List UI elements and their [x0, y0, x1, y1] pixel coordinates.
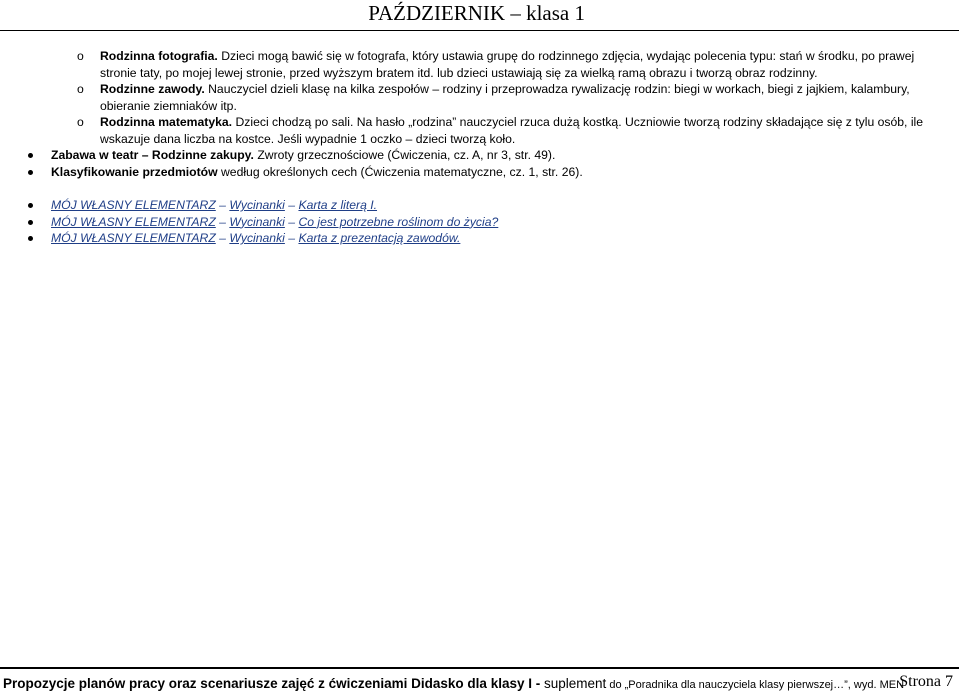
resource-category: Wycinanki — [229, 231, 285, 245]
resource-title: Karta z literą I. — [298, 198, 378, 212]
resource-title: Co jest potrzebne roślinom do życia? — [298, 214, 499, 229]
resource-label: MÓJ WŁASNY ELEMENTARZ — [51, 231, 216, 245]
footer-reference: „Poradnika dla nauczyciela klasy pierwszej…”, wyd. MEN — [624, 679, 905, 691]
footer-do: do — [606, 679, 625, 691]
item-text: Dzieci mogą bawić się w fotografa, który ustawia grupę do rodzinnego zdjęcia, wydając polecenia typu: stań w środku, po prawej stronie taty, po mojej lewej stronie, przed wyższym bratem itd. lub dzieci ustawiają się za wielką ramą obrazu i tworzą obraz rodzinny. — [100, 49, 915, 80]
item-heading: Klasyfikowanie przedmiotów — [51, 164, 218, 179]
bullet-dot-icon — [28, 236, 33, 241]
item-text: według określonych cech (Ćwiczenia matematyczne, cz. 1, str. 26). — [217, 164, 583, 179]
page-header — [0, 0, 959, 31]
footer-dash: - — [531, 676, 544, 691]
resource-link-co-jest-potrzebne[interactable] — [0, 214, 959, 231]
bullet-dot-icon — [28, 153, 33, 158]
item-text: Dzieci chodzą po sali. Na hasło „rodzina” nauczyciel rzuca dużą kostką. Uczniowie tworzą rodziny składające się z tylu osób, ile wskazuje dana liczba na kostce. Jeśli wypadnie 1 oczko – dzieci tworzą koło. — [100, 115, 924, 146]
resource-category: Wycinanki — [229, 198, 285, 212]
list-item-rodzinne-zawody — [0, 81, 959, 114]
list-item-rodzinna-fotografia — [0, 48, 959, 81]
page-footer — [0, 667, 959, 695]
item-heading: Rodzinna fotografia. — [100, 49, 218, 63]
resource-separator: – — [284, 198, 299, 212]
bullet-dot-icon — [28, 170, 33, 175]
resource-title: Karta z prezentacją zawodów. — [298, 231, 461, 245]
footer-title: Propozycje planów pracy oraz scenariusze zajęć z ćwiczeniami Didasko dla klasy I — [3, 676, 532, 691]
page-title: PAŹDZIERNIK – klasa 1 — [368, 1, 585, 25]
item-heading: Rodzinne zawody. — [100, 82, 205, 96]
resource-link-karta-zawodow[interactable] — [0, 230, 959, 247]
resource-separator: – — [284, 231, 299, 245]
sub-bullet-marker: o — [77, 82, 84, 96]
sub-bullet-marker: o — [77, 115, 84, 129]
resource-link-karta-z-litera[interactable] — [0, 197, 959, 214]
resource-separator: – — [215, 231, 230, 245]
item-heading: Zabawa w teatr – Rodzinne zakupy. — [51, 148, 254, 162]
bullet-dot-icon — [28, 203, 33, 208]
footer-suplement: suplement — [543, 676, 607, 691]
sub-bullet-marker: o — [77, 49, 84, 63]
list-item-zabawa-w-teatr — [0, 147, 959, 164]
resource-separator: – — [215, 214, 230, 229]
item-text: Zwroty grzecznościowe (Ćwiczenia, cz. A, nr 3, str. 49). — [253, 148, 556, 162]
resource-category: Wycinanki — [229, 214, 285, 229]
item-heading: Rodzinna matematyka. — [100, 115, 233, 129]
resource-label: MÓJ WŁASNY ELEMENTARZ — [51, 214, 216, 229]
document-body — [0, 48, 959, 247]
item-text: Nauczyciel dzieli klasę na kilka zespołów – rodziny i przeprowadza rywalizację rodzin: biegi w workach, biegi z jajkiem, kalambury, obieranie ziemniaków itp. — [100, 82, 910, 113]
resource-separator: – — [284, 214, 299, 229]
resource-separator: – — [215, 198, 230, 212]
spacer — [0, 180, 959, 197]
page-number: Strona 7 — [899, 673, 953, 690]
list-item-klasyfikowanie — [0, 164, 959, 181]
bullet-dot-icon — [28, 220, 33, 225]
footer-description — [3, 676, 904, 693]
resource-label: MÓJ WŁASNY ELEMENTARZ — [51, 198, 216, 212]
list-item-rodzinna-matematyka — [0, 114, 959, 147]
